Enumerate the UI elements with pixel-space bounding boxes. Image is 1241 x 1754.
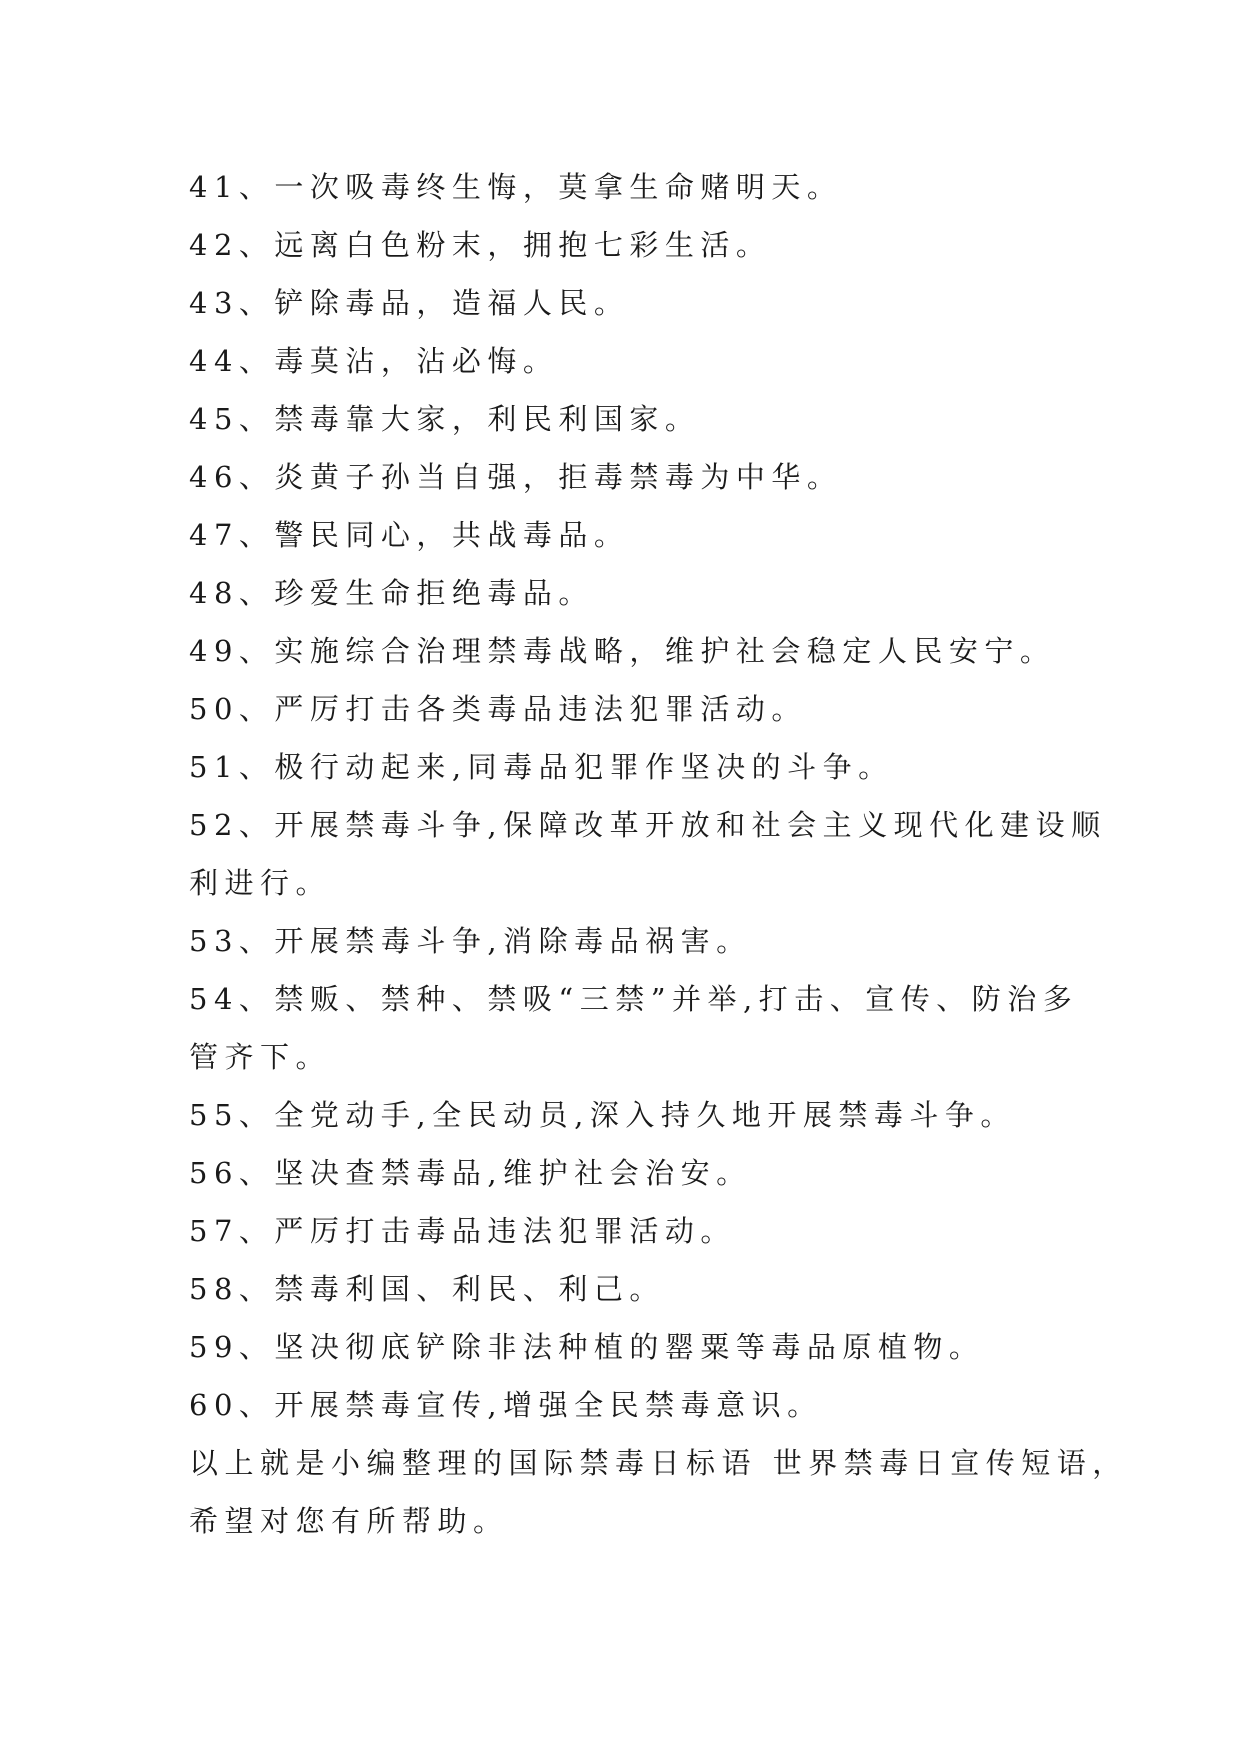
list-item: 57、严厉打击毒品违法犯罪活动。 [189,1214,736,1248]
document-body [189,158,1128,1550]
list-item: 58、禁毒利国、利民、利己。 [189,1272,665,1306]
list-item: 55、全党动手,全民动员,深入持久地开展禁毒斗争。 [189,1098,1016,1132]
list-item: 56、坚决查禁毒品,维护社会治安。 [189,1156,752,1190]
list-item: 59、坚决彻底铲除非法种植的罂粟等毒品原植物。 [189,1330,985,1364]
list-item: 41、一次吸毒终生悔，莫拿生命赌明天。 [189,170,843,204]
list-item: 42、远离白色粉末，拥抱七彩生活。 [189,228,772,262]
list-item-continuation: 利进行。 [189,866,332,900]
list-item: 51、极行动起来,同毒品犯罪作坚决的斗争。 [189,750,894,784]
list-item: 47、警民同心，共战毒品。 [189,518,630,552]
list-item: 48、珍爱生命拒绝毒品。 [189,576,594,610]
closing-paragraph-line: 以上就是小编整理的国际禁毒日标语 世界禁毒日宣传短语， [189,1446,1128,1480]
closing-paragraph-line: 希望对您有所帮助。 [189,1504,509,1538]
list-item: 60、开展禁毒宣传,增强全民禁毒意识。 [189,1388,823,1422]
list-item: 44、毒莫沾，沾必悔。 [189,344,559,378]
list-item: 52、开展禁毒斗争,保障改革开放和社会主义现代化建设顺 [189,808,1107,842]
list-item-continuation: 管齐下。 [189,1040,332,1074]
list-item: 45、禁毒靠大家，利民利国家。 [189,402,701,436]
list-item: 43、铲除毒品，造福人民。 [189,286,630,320]
list-item: 54、禁贩、禁种、禁吸“三禁”并举,打击、宣传、防治多 [189,982,1079,1016]
list-item: 53、开展禁毒斗争,消除毒品祸害。 [189,924,752,958]
list-item: 46、炎黄子孙当自强，拒毒禁毒为中华。 [189,460,843,494]
list-item: 49、实施综合治理禁毒战略，维护社会稳定人民安宁。 [189,634,1056,668]
list-item: 50、严厉打击各类毒品违法犯罪活动。 [189,692,807,726]
